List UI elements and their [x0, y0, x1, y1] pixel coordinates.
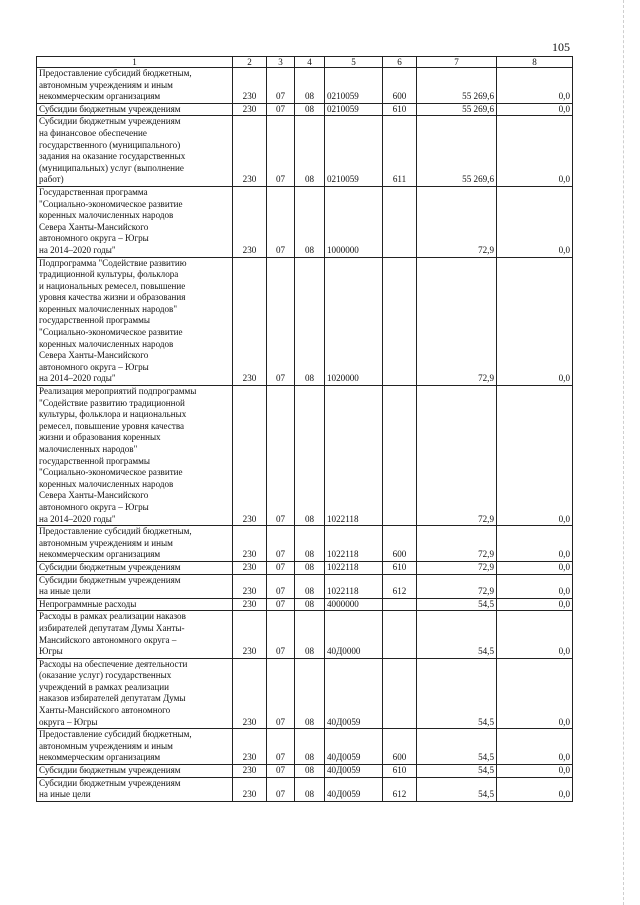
expense-item-name: Государственная программа "Социально-экономическое развитие коренных малочисленных народов Севера Ханты-Мансийского автономного округа – Югры на 2014–2020 годы" — [37, 186, 233, 257]
expense-type-code: 612 — [383, 777, 417, 801]
header-cell: 7 — [417, 57, 497, 68]
target-article-code: 40Д0059 — [325, 729, 383, 765]
page-number: 105 — [552, 40, 570, 54]
budget-table — [36, 56, 573, 802]
table-row — [37, 598, 573, 611]
target-article-code: 1022118 — [325, 574, 383, 598]
expense-item-name: Подпрограмма "Содействие развитию традиционной культуры, фольклора и национальных ремесел, повышение уровня качества жизни и образования коренных малочисленных народов" государственной программы "Социально-экономическое развитие коренных малочисленных народов Севера Ханты-Мансийского автономного округа – Югры на 2014–2020 годы" — [37, 257, 233, 386]
subsection-code: 08 — [295, 598, 325, 611]
amount-value: 72,9 — [417, 186, 497, 257]
subsection-code: 08 — [295, 574, 325, 598]
expense-item-name: Субсидии бюджетным учреждениям на финансовое обеспечение государственного (муниципального) задания на оказание государственных (муниципальных) услуг (выполнение работ) — [37, 116, 233, 187]
table-body — [37, 57, 573, 802]
table-row — [37, 658, 573, 729]
amount-value: 72,9 — [417, 526, 497, 562]
table-row — [37, 611, 573, 658]
section-code: 07 — [267, 68, 295, 104]
expense-type-code: 610 — [383, 765, 417, 778]
amount-value-2: 0,0 — [497, 611, 573, 658]
ministry-code: 230 — [233, 186, 267, 257]
amount-value-2: 0,0 — [497, 103, 573, 116]
header-cell: 8 — [497, 57, 573, 68]
ministry-code: 230 — [233, 729, 267, 765]
amount-value: 72,9 — [417, 574, 497, 598]
expense-item-name: Субсидии бюджетным учреждениям на иные цели — [37, 777, 233, 801]
section-code: 07 — [267, 257, 295, 386]
subsection-code: 08 — [295, 386, 325, 526]
amount-value: 72,9 — [417, 257, 497, 386]
section-code: 07 — [267, 386, 295, 526]
ministry-code: 230 — [233, 116, 267, 187]
table-row — [37, 186, 573, 257]
ministry-code: 230 — [233, 561, 267, 574]
target-article-code: 1022118 — [325, 561, 383, 574]
ministry-code: 230 — [233, 658, 267, 729]
ministry-code: 230 — [233, 777, 267, 801]
amount-value: 54,5 — [417, 777, 497, 801]
table-row — [37, 729, 573, 765]
ministry-code: 230 — [233, 103, 267, 116]
section-code: 07 — [267, 526, 295, 562]
page-edge-mark — [623, 0, 628, 905]
ministry-code: 230 — [233, 257, 267, 386]
expense-item-name: Расходы в рамках реализации наказов избирателей депутатам Думы Ханты- Мансийского автономного округа – Югры — [37, 611, 233, 658]
subsection-code: 08 — [295, 561, 325, 574]
subsection-code: 08 — [295, 186, 325, 257]
header-cell: 2 — [233, 57, 267, 68]
section-code: 07 — [267, 658, 295, 729]
subsection-code: 08 — [295, 103, 325, 116]
section-code: 07 — [267, 777, 295, 801]
table-row — [37, 765, 573, 778]
subsection-code: 08 — [295, 765, 325, 778]
amount-value: 55 269,6 — [417, 103, 497, 116]
section-code: 07 — [267, 765, 295, 778]
table-row — [37, 386, 573, 526]
header-cell: 1 — [37, 57, 233, 68]
expense-item-name: Реализация мероприятий подпрограммы "Содействие развитию традиционной культуры, фольклора и национальных ремесел, повышение уровня качества жизни и образования коренных малочисленных народов" государственной программы "Социально-экономическое развитие коренных малочисленных народов Севера Ханты-Мансийского автономного округа – Югры на 2014–2020 годы" — [37, 386, 233, 526]
target-article-code: 40Д0059 — [325, 777, 383, 801]
amount-value-2: 0,0 — [497, 729, 573, 765]
amount-value-2: 0,0 — [497, 658, 573, 729]
target-article-code: 0210059 — [325, 68, 383, 104]
amount-value-2: 0,0 — [497, 765, 573, 778]
ministry-code: 230 — [233, 386, 267, 526]
amount-value-2: 0,0 — [497, 257, 573, 386]
amount-value-2: 0,0 — [497, 526, 573, 562]
amount-value: 72,9 — [417, 386, 497, 526]
subsection-code: 08 — [295, 526, 325, 562]
amount-value-2: 0,0 — [497, 116, 573, 187]
amount-value: 54,5 — [417, 611, 497, 658]
amount-value: 54,5 — [417, 658, 497, 729]
amount-value-2: 0,0 — [497, 68, 573, 104]
subsection-code: 08 — [295, 611, 325, 658]
table-row — [37, 103, 573, 116]
target-article-code: 40Д0059 — [325, 765, 383, 778]
amount-value: 54,5 — [417, 729, 497, 765]
expense-type-code — [383, 257, 417, 386]
table-row — [37, 777, 573, 801]
section-code: 07 — [267, 116, 295, 187]
table-header-row — [37, 57, 573, 68]
table-row — [37, 257, 573, 386]
section-code: 07 — [267, 611, 295, 658]
section-code: 07 — [267, 598, 295, 611]
expense-type-code — [383, 658, 417, 729]
amount-value-2: 0,0 — [497, 574, 573, 598]
amount-value: 54,5 — [417, 598, 497, 611]
amount-value-2: 0,0 — [497, 186, 573, 257]
ministry-code: 230 — [233, 68, 267, 104]
section-code: 07 — [267, 561, 295, 574]
table-row — [37, 526, 573, 562]
expense-item-name: Субсидии бюджетным учреждениям — [37, 765, 233, 778]
subsection-code: 08 — [295, 658, 325, 729]
target-article-code: 40Д0000 — [325, 611, 383, 658]
table-row — [37, 561, 573, 574]
expense-type-code: 600 — [383, 68, 417, 104]
amount-value: 54,5 — [417, 765, 497, 778]
expense-item-name: Субсидии бюджетным учреждениям — [37, 561, 233, 574]
amount-value: 55 269,6 — [417, 68, 497, 104]
expense-item-name: Непрограммные расходы — [37, 598, 233, 611]
target-article-code: 1022118 — [325, 526, 383, 562]
expense-type-code — [383, 186, 417, 257]
header-cell: 4 — [295, 57, 325, 68]
section-code: 07 — [267, 186, 295, 257]
target-article-code: 1000000 — [325, 186, 383, 257]
table-row — [37, 116, 573, 187]
expense-type-code: 600 — [383, 729, 417, 765]
amount-value: 72,9 — [417, 561, 497, 574]
target-article-code: 0210059 — [325, 116, 383, 187]
expense-item-name: Субсидии бюджетным учреждениям — [37, 103, 233, 116]
subsection-code: 08 — [295, 257, 325, 386]
target-article-code: 4000000 — [325, 598, 383, 611]
expense-type-code — [383, 598, 417, 611]
expense-type-code: 610 — [383, 561, 417, 574]
amount-value-2: 0,0 — [497, 777, 573, 801]
subsection-code: 08 — [295, 68, 325, 104]
expense-type-code — [383, 386, 417, 526]
expense-item-name: Предоставление субсидий бюджетным, автономным учреждениям и иным некоммерческим организациям — [37, 68, 233, 104]
subsection-code: 08 — [295, 729, 325, 765]
subsection-code: 08 — [295, 777, 325, 801]
expense-type-code — [383, 611, 417, 658]
section-code: 07 — [267, 729, 295, 765]
expense-item-name: Предоставление субсидий бюджетным, автономным учреждениям и иным некоммерческим организациям — [37, 729, 233, 765]
target-article-code: 40Д0059 — [325, 658, 383, 729]
expense-item-name: Субсидии бюджетным учреждениям на иные цели — [37, 574, 233, 598]
ministry-code: 230 — [233, 598, 267, 611]
ministry-code: 230 — [233, 611, 267, 658]
ministry-code: 230 — [233, 765, 267, 778]
ministry-code: 230 — [233, 526, 267, 562]
amount-value-2: 0,0 — [497, 598, 573, 611]
target-article-code: 1020000 — [325, 257, 383, 386]
expense-type-code: 600 — [383, 526, 417, 562]
expense-type-code: 610 — [383, 103, 417, 116]
expense-type-code: 612 — [383, 574, 417, 598]
expense-item-name: Расходы на обеспечение деятельности (оказание услуг) государственных учреждений в рамках реализации наказов избирателей депутатам Думы Ханты-Мансийского автономного округа – Югры — [37, 658, 233, 729]
header-cell: 5 — [325, 57, 383, 68]
table-row — [37, 574, 573, 598]
table-row — [37, 68, 573, 104]
subsection-code: 08 — [295, 116, 325, 187]
section-code: 07 — [267, 103, 295, 116]
header-cell: 3 — [267, 57, 295, 68]
target-article-code: 1022118 — [325, 386, 383, 526]
header-cell: 6 — [383, 57, 417, 68]
amount-value-2: 0,0 — [497, 561, 573, 574]
amount-value: 55 269,6 — [417, 116, 497, 187]
section-code: 07 — [267, 574, 295, 598]
target-article-code: 0210059 — [325, 103, 383, 116]
expense-type-code: 611 — [383, 116, 417, 187]
expense-item-name: Предоставление субсидий бюджетным, автономным учреждениям и иным некоммерческим организациям — [37, 526, 233, 562]
ministry-code: 230 — [233, 574, 267, 598]
amount-value-2: 0,0 — [497, 386, 573, 526]
